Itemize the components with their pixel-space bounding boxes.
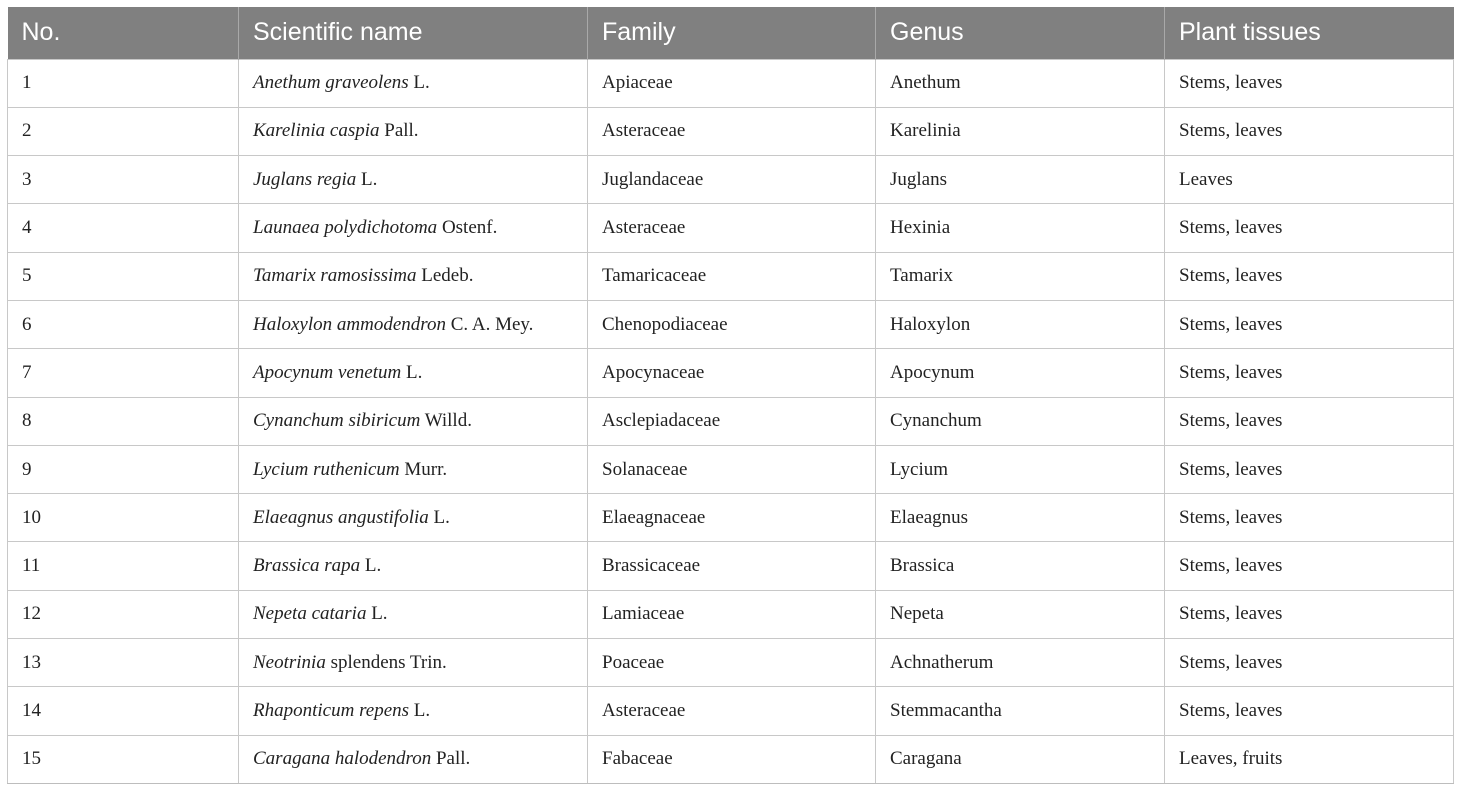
species-author: Ostenf.: [437, 217, 498, 239]
cell-scientific-name: [239, 156, 588, 204]
species-epithet-italic: Nepeta cataria: [253, 603, 367, 625]
cell-family: Solanaceae: [588, 445, 876, 493]
species-author: C. A. Mey.: [445, 313, 534, 335]
species-epithet-italic: Caragana halodendron: [253, 748, 432, 770]
cell-scientific-name: [239, 204, 588, 252]
cell-no: 8: [8, 397, 239, 445]
cell-no: 4: [8, 204, 239, 252]
cell-scientific-name: [239, 252, 588, 300]
table-row: [8, 252, 1454, 300]
species-author: Ledeb.: [416, 265, 474, 287]
table-row: [8, 59, 1454, 107]
cell-family: Juglandaceae: [588, 156, 876, 204]
cell-plant-tissues: Stems, leaves: [1165, 687, 1454, 735]
cell-genus: Cynanchum: [876, 397, 1165, 445]
cell-scientific-name: [239, 397, 588, 445]
plant-species-table: [7, 7, 1454, 784]
cell-scientific-name: [239, 445, 588, 493]
cell-scientific-name: [239, 349, 588, 397]
cell-plant-tissues: Stems, leaves: [1165, 252, 1454, 300]
cell-family: Fabaceae: [588, 735, 876, 783]
cell-plant-tissues: Stems, leaves: [1165, 349, 1454, 397]
table-row: [8, 494, 1454, 542]
species-author: L.: [409, 700, 431, 721]
table-row: [8, 445, 1454, 493]
species-author: L.: [401, 361, 423, 383]
cell-family: Poaceae: [588, 639, 876, 687]
species-author: L.: [428, 506, 450, 528]
cell-family: Asteraceae: [588, 107, 876, 155]
species-epithet-italic: Haloxylon ammodendron: [253, 313, 446, 335]
cell-scientific-name: [239, 59, 588, 107]
cell-plant-tissues: Leaves: [1165, 156, 1454, 204]
species-author: Pall.: [431, 748, 471, 770]
table-row: [8, 107, 1454, 155]
cell-family: Tamaricaceae: [588, 252, 876, 300]
species-epithet-italic: Lycium ruthenicum: [253, 458, 400, 480]
cell-no: 6: [8, 300, 239, 348]
cell-family: Elaeagnaceae: [588, 494, 876, 542]
cell-family: Asteraceae: [588, 687, 876, 735]
species-epithet-italic: Karelinia caspia: [253, 120, 380, 142]
cell-family: Lamiaceae: [588, 590, 876, 638]
species-epithet-italic: Brassica rapa: [253, 555, 361, 577]
cell-plant-tissues: Stems, leaves: [1165, 204, 1454, 252]
species-author: Murr.: [399, 458, 448, 480]
table-row: [8, 735, 1454, 783]
species-epithet-italic: Juglans regia: [253, 168, 357, 190]
cell-no: 13: [8, 639, 239, 687]
table-row: [8, 687, 1454, 735]
table-row: [8, 156, 1454, 204]
cell-genus: Anethum: [876, 59, 1165, 107]
cell-scientific-name: [239, 687, 588, 735]
species-author: splendens Trin.: [325, 651, 447, 673]
table-row: [8, 349, 1454, 397]
cell-scientific-name: [239, 300, 588, 348]
species-author: L.: [408, 72, 430, 94]
header-family: Family: [588, 7, 876, 59]
table-row: [8, 639, 1454, 687]
header-scientific-name: Scientific name: [239, 7, 588, 59]
cell-scientific-name: [239, 107, 588, 155]
cell-family: Chenopodiaceae: [588, 300, 876, 348]
species-epithet-italic: Elaeagnus angustifolia: [253, 506, 429, 528]
header-row: [8, 7, 1454, 59]
cell-genus: Haloxylon: [876, 300, 1165, 348]
table-row: [8, 204, 1454, 252]
cell-genus: Brassica: [876, 542, 1165, 590]
species-author: L.: [356, 168, 378, 190]
cell-scientific-name: [239, 494, 588, 542]
cell-genus: Achnatherum: [876, 639, 1165, 687]
species-epithet-italic: Anethum graveolens: [253, 72, 409, 94]
table-row: [8, 542, 1454, 590]
cell-genus: Hexinia: [876, 204, 1165, 252]
cell-genus: Caragana: [876, 735, 1165, 783]
cell-scientific-name: [239, 735, 588, 783]
cell-no: 15: [8, 735, 239, 783]
cell-scientific-name: [239, 542, 588, 590]
cell-genus: Elaeagnus: [876, 494, 1165, 542]
header-genus: Genus: [876, 7, 1165, 59]
cell-family: Apiaceae: [588, 59, 876, 107]
table-row: [8, 397, 1454, 445]
cell-plant-tissues: Stems, leaves: [1165, 590, 1454, 638]
cell-plant-tissues: Leaves, fruits: [1165, 735, 1454, 783]
cell-genus: Apocynum: [876, 349, 1165, 397]
species-epithet-italic: Rhaponticum repens: [253, 700, 410, 721]
table-row: [8, 300, 1454, 348]
cell-no: 11: [8, 542, 239, 590]
species-epithet-italic: Apocynum venetum: [253, 361, 402, 383]
cell-plant-tissues: Stems, leaves: [1165, 59, 1454, 107]
species-author: Willd.: [420, 410, 472, 432]
header-no: No.: [8, 7, 239, 59]
cell-plant-tissues: Stems, leaves: [1165, 445, 1454, 493]
table-header: [8, 7, 1454, 59]
species-author: L.: [366, 603, 388, 625]
species-author: L.: [360, 555, 382, 577]
cell-family: Asteraceae: [588, 204, 876, 252]
cell-genus: Lycium: [876, 445, 1165, 493]
species-epithet-italic: Neotrinia: [253, 651, 326, 673]
cell-plant-tissues: Stems, leaves: [1165, 397, 1454, 445]
cell-genus: Karelinia: [876, 107, 1165, 155]
cell-genus: Nepeta: [876, 590, 1165, 638]
cell-genus: Stemmacantha: [876, 687, 1165, 735]
header-plant-tissues: Plant tissues: [1165, 7, 1454, 59]
cell-genus: Tamarix: [876, 252, 1165, 300]
cell-plant-tissues: Stems, leaves: [1165, 494, 1454, 542]
cell-no: 10: [8, 494, 239, 542]
species-author: Pall.: [379, 120, 419, 142]
species-epithet-italic: Launaea polydichotoma: [253, 217, 438, 239]
cell-scientific-name: [239, 639, 588, 687]
cell-plant-tissues: Stems, leaves: [1165, 639, 1454, 687]
cell-no: 7: [8, 349, 239, 397]
cell-family: Brassicaceae: [588, 542, 876, 590]
cell-genus: Juglans: [876, 156, 1165, 204]
cell-no: 9: [8, 445, 239, 493]
cell-plant-tissues: Stems, leaves: [1165, 107, 1454, 155]
species-epithet-italic: Cynanchum sibiricum: [253, 410, 421, 432]
cell-family: Asclepiadaceae: [588, 397, 876, 445]
plant-species-table-container: [7, 7, 1453, 784]
cell-no: 12: [8, 590, 239, 638]
cell-family: Apocynaceae: [588, 349, 876, 397]
cell-no: 3: [8, 156, 239, 204]
cell-no: 1: [8, 59, 239, 107]
cell-plant-tissues: Stems, leaves: [1165, 542, 1454, 590]
cell-no: 5: [8, 252, 239, 300]
table-body: [8, 59, 1454, 783]
cell-plant-tissues: Stems, leaves: [1165, 300, 1454, 348]
species-epithet-italic: Tamarix ramosissima: [253, 265, 417, 287]
table-row: [8, 590, 1454, 638]
cell-scientific-name: [239, 590, 588, 638]
cell-no: 2: [8, 107, 239, 155]
cell-no: 14: [8, 687, 239, 735]
